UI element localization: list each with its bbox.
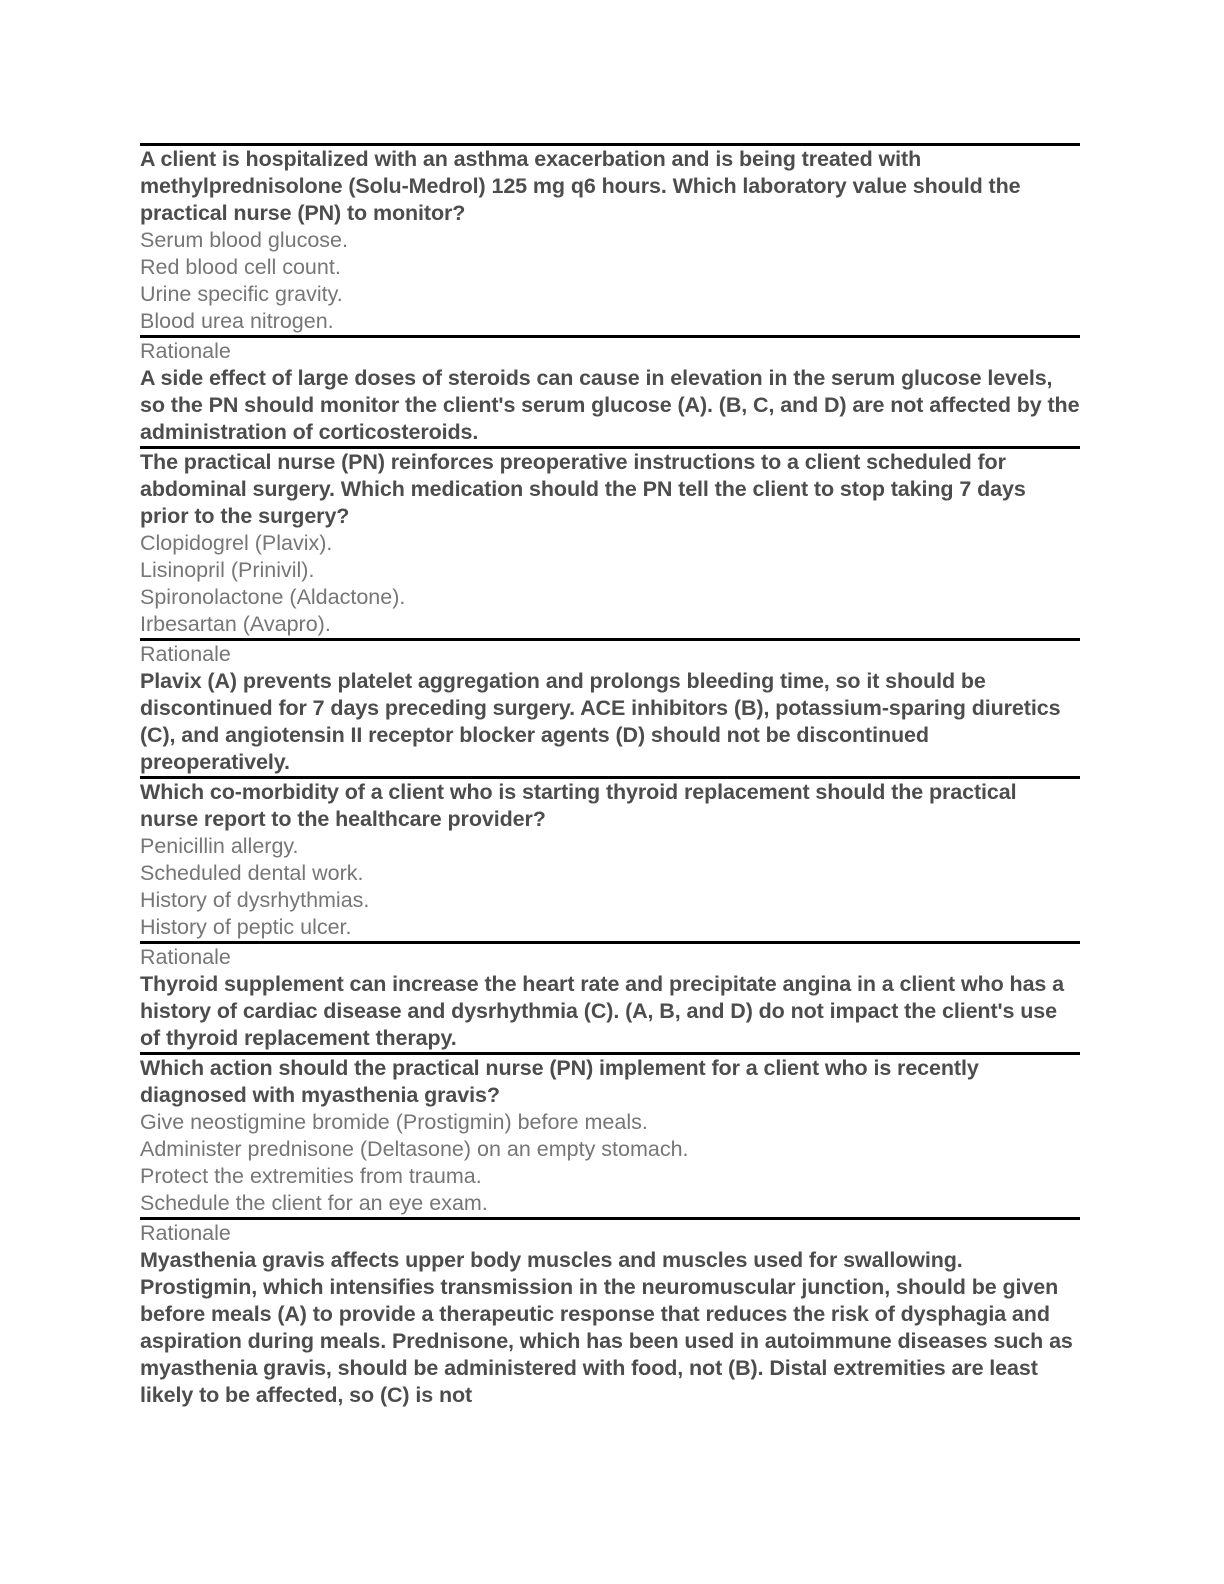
answer-option: Red blood cell count. — [140, 255, 341, 279]
rationale-text: Plavix (A) prevents platelet aggregation and prolongs bleeding time, so it should be discontinued for 7 days preceding surgery. ACE inhibitors (B), potassium-sparing diuretics (C), and angiotensin II receptor blocker agents (D) should not be discontinued preoperatively. — [140, 669, 1061, 774]
rationale-block-1 — [140, 335, 1080, 446]
rationale-label: Rationale — [140, 339, 231, 363]
question-block-3 — [140, 776, 1080, 941]
rationale-block-2 — [140, 638, 1080, 776]
rationale-block-4 — [140, 1217, 1080, 1409]
answer-option: Administer prednisone (Deltasone) on an empty stomach. — [140, 1137, 689, 1161]
answer-option: Scheduled dental work. — [140, 861, 364, 885]
answer-option: Serum blood glucose. — [140, 228, 348, 252]
answer-option: Urine specific gravity. — [140, 282, 343, 306]
rationale-label: Rationale — [140, 1221, 231, 1245]
answer-option: Irbesartan (Avapro). — [140, 612, 331, 636]
answer-option: Protect the extremities from trauma. — [140, 1164, 482, 1188]
answer-option: History of dysrhythmias. — [140, 888, 370, 912]
rationale-label: Rationale — [140, 642, 231, 666]
answer-option: Schedule the client for an eye exam. — [140, 1191, 488, 1215]
question-text: Which co-morbidity of a client who is starting thyroid replacement should the practical nurse report to the healthcare provider? — [140, 780, 1017, 831]
answer-option: Blood urea nitrogen. — [140, 309, 334, 333]
answer-option: Spironolactone (Aldactone). — [140, 585, 406, 609]
question-text: A client is hospitalized with an asthma exacerbation and is being treated with methylprednisolone (Solu-Medrol) 125 mg q6 hours. Which laboratory value should the practical nurse (PN) to monitor? — [140, 147, 1021, 225]
answer-option: Give neostigmine bromide (Prostigmin) before meals. — [140, 1110, 648, 1134]
question-block-1 — [140, 143, 1080, 335]
question-text: The practical nurse (PN) reinforces preoperative instructions to a client scheduled for abdominal surgery. Which medication should the PN tell the client to stop taking 7 days prior to the surgery? — [140, 450, 1026, 528]
rationale-text: A side effect of large doses of steroids can cause in elevation in the serum glucose levels, so the PN should monitor the client's serum glucose (A). (B, C, and D) are not affected by the administration of corticosteroids. — [140, 366, 1080, 444]
answer-option: Clopidogrel (Plavix). — [140, 531, 333, 555]
question-text: Which action should the practical nurse (PN) implement for a client who is recently diagnosed with myasthenia gravis? — [140, 1056, 979, 1107]
answer-option: Lisinopril (Prinivil). — [140, 558, 315, 582]
answer-option: Penicillin allergy. — [140, 834, 299, 858]
rationale-text: Myasthenia gravis affects upper body muscles and muscles used for swallowing. Prostigmin, which intensifies transmission in the neuromuscular junction, should be given before meals (A) to provide a therapeutic response that reduces the risk of dysphagia and aspiration during meals. Prednisone, which has been used in autoimmune diseases such as myasthenia gravis, should be administered with food, not (B). Distal extremities are least likely to be affected, so (C) is not — [140, 1248, 1073, 1407]
question-block-4 — [140, 1052, 1080, 1217]
rationale-text: Thyroid supplement can increase the heart rate and precipitate angina in a client who has a history of cardiac disease and dysrhythmia (C). (A, B, and D) do not impact the client's use of thyroid replacement therapy. — [140, 972, 1065, 1050]
question-block-2 — [140, 446, 1080, 638]
rationale-block-3 — [140, 941, 1080, 1052]
answer-option: History of peptic ulcer. — [140, 915, 352, 939]
document-body — [140, 143, 1080, 1409]
rationale-label: Rationale — [140, 945, 231, 969]
